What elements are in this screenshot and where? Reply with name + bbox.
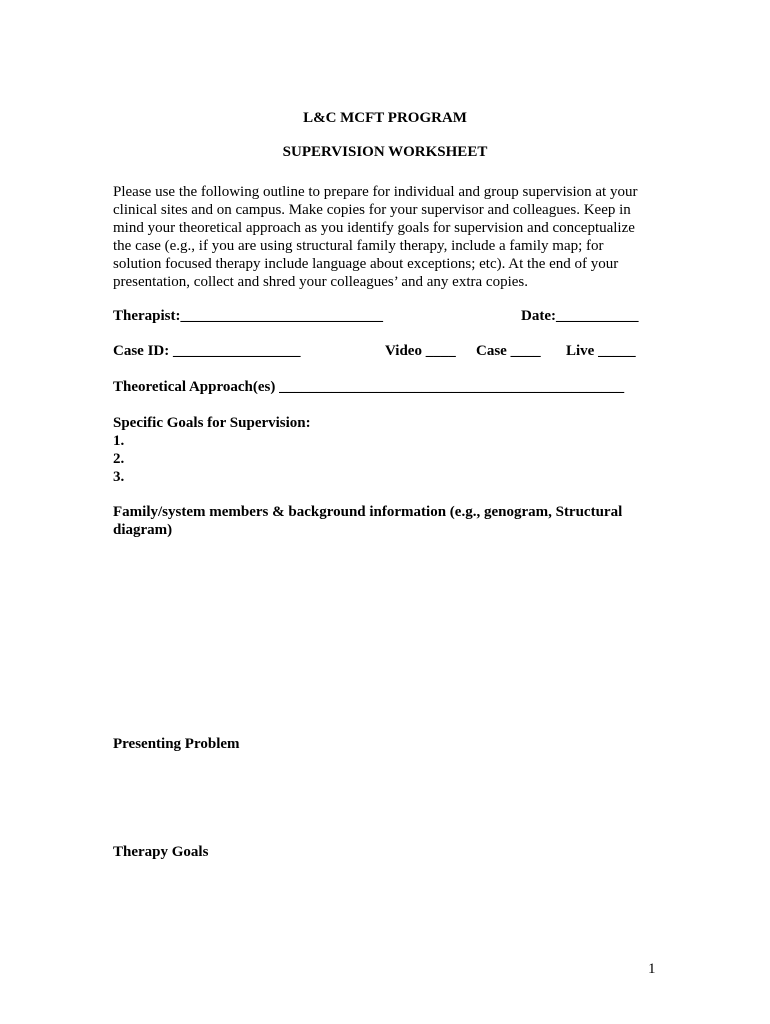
case-id-field[interactable]: Case ID: _________________ [113, 343, 301, 359]
worksheet-title: SUPERVISION WORKSHEET [282, 144, 488, 160]
instructions-line: Please use the following outline to prepare for individual and group supervision at your [113, 184, 638, 200]
therapist-field[interactable]: Therapist:___________________________ [113, 308, 383, 324]
therapy-goals-heading: Therapy Goals [113, 844, 209, 860]
instructions-line: presentation, collect and shred your colleagues’ and any extra copies. [113, 274, 528, 290]
instructions-line: solution focused therapy include language about exceptions; etc). At the end of your [113, 256, 619, 272]
theoretical-approach-field[interactable]: Theoretical Approach(es) ______________________________________________ [113, 379, 625, 395]
case-field[interactable]: Case ____ [476, 343, 541, 359]
instructions-line: clinical sites and on campus. Make copies for your supervisor and colleagues. Keep in [113, 202, 631, 218]
goal-item-2[interactable]: 2. [113, 451, 125, 467]
page-number: 1 [648, 961, 656, 977]
instructions-line: mind your theoretical approach as you identify goals for supervision and conceptualize [113, 220, 635, 236]
goal-item-1[interactable]: 1. [113, 433, 125, 449]
date-field[interactable]: Date:___________ [521, 308, 639, 324]
family-system-heading-continued: diagram) [113, 522, 173, 538]
instructions-line: the case (e.g., if you are using structural family therapy, include a family map; for [113, 238, 604, 254]
presenting-problem-heading: Presenting Problem [113, 736, 240, 752]
goal-item-3[interactable]: 3. [113, 469, 125, 485]
program-title: L&C MCFT PROGRAM [303, 110, 467, 126]
live-field[interactable]: Live _____ [566, 343, 636, 359]
family-system-heading: Family/system members & background information (e.g., genogram, Structural [113, 504, 623, 520]
instructions-paragraph [113, 183, 653, 291]
goals-heading: Specific Goals for Supervision: [113, 415, 311, 431]
video-field[interactable]: Video ____ [385, 343, 456, 359]
